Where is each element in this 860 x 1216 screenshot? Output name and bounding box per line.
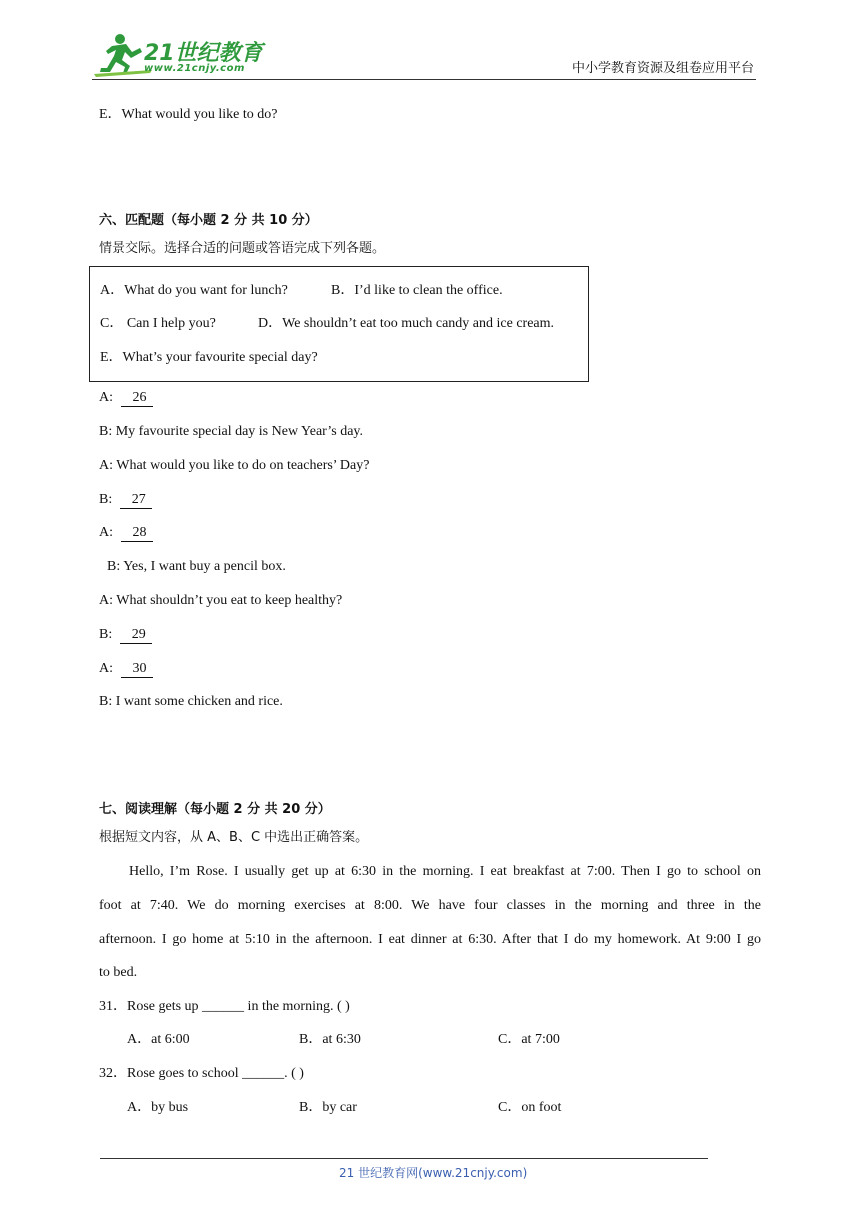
dialogue-line	[99, 692, 283, 712]
option-e: E．What’s your favourite special day?	[100, 350, 318, 365]
answer-blank-26[interactable]: 26	[121, 390, 153, 407]
speaker-label: B:	[99, 492, 113, 507]
option-c: C． Can I help you?	[100, 316, 216, 331]
q31-option-a[interactable]: A．at 6:00	[127, 1032, 190, 1047]
answer-blank-30[interactable]: 30	[121, 661, 153, 678]
dialogue-text: Yes, I want buy a pencil box.	[123, 559, 286, 574]
q32-option-b[interactable]: B．by car	[299, 1100, 357, 1115]
speaker-label: A:	[99, 661, 113, 676]
speaker-label: B:	[107, 559, 121, 574]
section6-instruction: 情景交际。选择合适的问题或答语完成下列各题。	[99, 241, 386, 256]
section7-title: 七、阅读理解（每小题 2 分 共 20 分）	[99, 802, 331, 817]
footer-text: 21 世纪教育网(www.21cnjy.com)	[339, 1166, 528, 1180]
passage-line: Hello, I’m Rose. I usually get up at 6:30 in the morning. I eat breakfast at 7:00. Then I go to school on	[129, 864, 761, 879]
speaker-label: A:	[99, 458, 113, 473]
dialogue-line	[99, 523, 153, 543]
prev-option-e: E．What would you like to do?	[99, 107, 278, 122]
answer-blank-27[interactable]: 27	[120, 492, 152, 509]
dialogue-text: What shouldn’t you eat to keep healthy?	[116, 593, 343, 608]
option-b: B．I’d like to clean the office.	[331, 283, 503, 298]
logo-text: 21世纪教育	[144, 41, 263, 66]
q32-option-c[interactable]: C．on foot	[498, 1100, 562, 1115]
speaker-label: A:	[99, 525, 113, 540]
question-31: 31．Rose gets up ______ in the morning. ( )	[99, 999, 350, 1014]
section6-title: 六、匹配题（每小题 2 分 共 10 分）	[99, 213, 318, 228]
answer-blank-29[interactable]: 29	[120, 627, 152, 644]
option-d: D．We shouldn’t eat too much candy and ice cream.	[258, 316, 555, 331]
dialogue-line	[99, 456, 369, 476]
dialogue-line	[99, 490, 152, 510]
q31-option-b[interactable]: B．at 6:30	[299, 1032, 361, 1047]
dialogue-line	[99, 659, 153, 679]
option-a: A．What do you want for lunch?	[100, 283, 288, 298]
section7-instruction: 根据短文内容，从 A、B、C 中选出正确答案。	[99, 830, 369, 845]
dialogue-line	[107, 557, 286, 577]
dialogue-line	[99, 625, 152, 645]
dialogue-line	[99, 591, 342, 611]
speaker-label: B:	[99, 627, 113, 642]
dialogue-text: My favourite special day is New Year’s day.	[115, 424, 364, 439]
header-divider	[92, 79, 756, 80]
dialogue-text: I want some chicken and rice.	[115, 694, 283, 709]
answer-blank-28[interactable]: 28	[121, 525, 153, 542]
dialogue-line	[99, 422, 363, 442]
speaker-label: B:	[99, 694, 113, 709]
platform-name: 中小学教育资源及组卷应用平台	[572, 61, 755, 76]
speaker-label: A:	[99, 390, 113, 405]
q31-option-c[interactable]: C．at 7:00	[498, 1032, 560, 1047]
logo-url: www.21cnjy.com	[144, 63, 245, 74]
site-logo	[92, 30, 262, 80]
dialogue-line	[99, 388, 153, 408]
passage-line: afternoon. I go home at 5:10 in the afternoon. I eat dinner at 6:30. After that I do my homework. At 9:00 I go	[99, 932, 761, 947]
question-32: 32．Rose goes to school ______. ( )	[99, 1066, 304, 1081]
dialogue-text: What would you like to do on teachers’ Day?	[116, 458, 370, 473]
q32-option-a[interactable]: A．by bus	[127, 1100, 189, 1115]
speaker-label: A:	[99, 593, 113, 608]
passage-line: foot at 7:40. We do morning exercises at 8:00. We have four classes in the morning and three in the	[99, 898, 761, 913]
passage-line: to bed.	[99, 965, 138, 980]
speaker-label: B:	[99, 424, 113, 439]
footer-divider	[100, 1158, 708, 1159]
